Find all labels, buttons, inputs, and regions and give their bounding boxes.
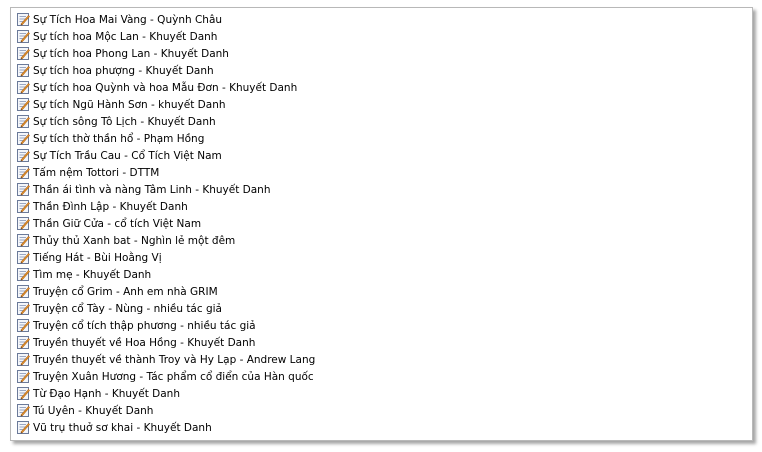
file-item[interactable] [17,283,315,300]
file-item-label: Truyền thuyết về thành Troy và Hy Lạp - Andrew Lang [33,353,316,366]
file-item[interactable] [17,181,315,198]
file-item-label: Sự tích sông Tô Lịch - Khuyết Danh [33,115,216,128]
file-item[interactable] [17,147,315,164]
document-icon [17,336,30,349]
document-icon [17,149,30,162]
document-icon [17,421,30,434]
file-item-label: Tìm mẹ - Khuyết Danh [33,268,152,281]
file-item[interactable] [17,419,315,436]
document-icon [17,370,30,383]
file-item[interactable] [17,11,315,28]
file-item[interactable] [17,96,315,113]
file-item[interactable] [17,232,315,249]
file-item-label: Tú Uyên - Khuyết Danh [33,404,154,417]
document-icon [17,47,30,60]
file-item-label: Thần Đình Lập - Khuyết Danh [33,200,188,213]
document-icon [17,30,30,43]
file-item[interactable] [17,62,315,79]
document-icon [17,387,30,400]
file-item[interactable] [17,385,315,402]
file-item[interactable] [17,79,315,96]
document-icon [17,302,30,315]
file-item-label: Sự tích thờ thần hổ - Phạm Hồng [33,132,205,145]
document-icon [17,64,30,77]
document-icon [17,183,30,196]
file-item[interactable] [17,198,315,215]
file-item-label: Truyện cổ tích thập phương - nhiều tác giả [33,319,256,332]
file-item-label: Tiếng Hát - Bùi Hoằng Vị [33,251,162,264]
file-item[interactable] [17,300,315,317]
file-item-label: Thần Giữ Cửa - cổ tích Việt Nam [33,217,202,230]
file-list [17,11,315,436]
document-icon [17,132,30,145]
document-icon [17,217,30,230]
file-item[interactable] [17,130,315,147]
file-item-label: Tấm nệm Tottori - DTTM [33,166,160,179]
file-item-label: Truyện cổ Tày - Nùng - nhiều tác giả [33,302,222,315]
file-item-label: Vũ trụ thuở sơ khai - Khuyết Danh [33,421,212,434]
file-item-label: Thủy thủ Xanh bat - Nghìn lẻ một đêm [33,234,236,247]
document-icon [17,319,30,332]
file-item-label: Truyện cổ Grim - Anh em nhà GRIM [33,285,218,298]
file-item[interactable] [17,334,315,351]
file-item-label: Truyền thuyết về Hoa Hồng - Khuyết Danh [33,336,256,349]
file-item[interactable] [17,45,315,62]
file-item-label: Sự tích hoa Quỳnh và hoa Mẫu Đơn - Khuyết Danh [33,81,298,94]
document-icon [17,98,30,111]
file-item[interactable] [17,28,315,45]
file-item-label: Sự tích hoa Mộc Lan - Khuyết Danh [33,30,218,43]
file-item[interactable] [17,317,315,334]
document-icon [17,81,30,94]
document-icon [17,200,30,213]
file-item[interactable] [17,249,315,266]
file-item-label: Sự tích Ngũ Hành Sơn - khuyết Danh [33,98,226,111]
file-item[interactable] [17,351,315,368]
document-icon [17,353,30,366]
file-item[interactable] [17,402,315,419]
file-item-label: Truyện Xuân Hương - Tác phẩm cổ điển của Hàn quốc [33,370,314,383]
document-icon [17,13,30,26]
file-item-label: Từ Đạo Hạnh - Khuyết Danh [33,387,180,400]
file-item[interactable] [17,215,315,232]
file-item-label: Thần ái tình và nàng Tâm Linh - Khuyết Danh [33,183,271,196]
document-icon [17,251,30,264]
file-list-panel [10,7,753,441]
file-item[interactable] [17,164,315,181]
file-item[interactable] [17,368,315,385]
document-icon [17,268,30,281]
file-item-label: Sự Tích Hoa Mai Vàng - Quỳnh Châu [33,13,223,26]
file-item-label: Sự tích hoa Phong Lan - Khuyết Danh [33,47,229,60]
file-item[interactable] [17,113,315,130]
document-icon [17,115,30,128]
file-item[interactable] [17,266,315,283]
document-icon [17,166,30,179]
document-icon [17,404,30,417]
file-item-label: Sự Tích Trầu Cau - Cổ Tích Việt Nam [33,149,222,162]
document-icon [17,234,30,247]
document-icon [17,285,30,298]
file-item-label: Sự tích hoa phượng - Khuyết Danh [33,64,214,77]
